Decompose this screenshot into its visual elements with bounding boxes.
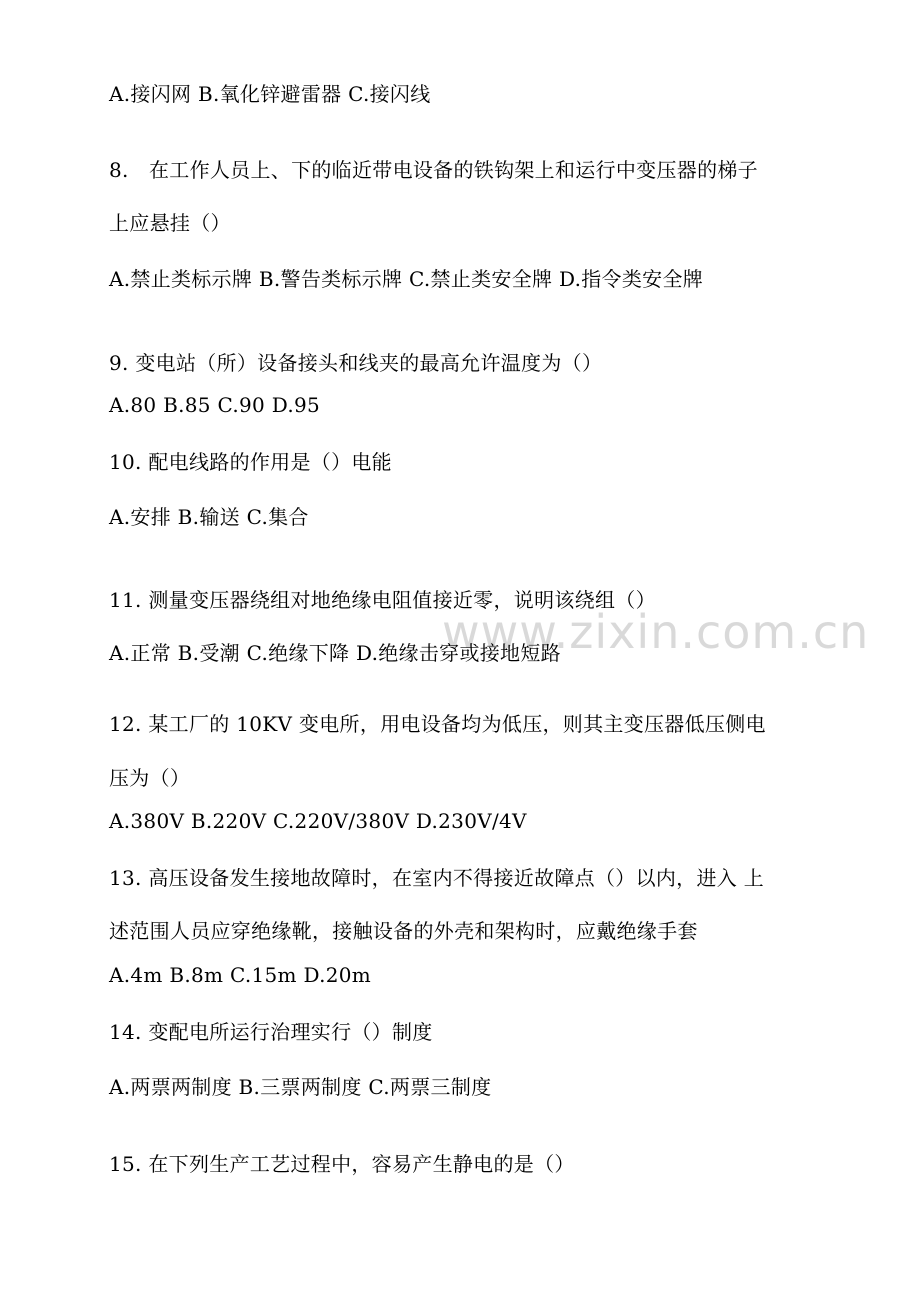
question-12-line-2: 压为（） — [109, 766, 191, 790]
answer-options-q12: A.380V B.220V C.220V/380V D.230V/4V — [109, 809, 527, 833]
question-13-line-1: 13. 高压设备发生接地故障时，在室内不得接近故障点（）以内，进入 上 — [109, 866, 765, 890]
answer-options-q9: A.80 B.85 C.90 D.95 — [109, 393, 321, 417]
answer-options-q14: A.两票两制度 B.三票两制度 C.两票三制度 — [109, 1075, 492, 1099]
answer-options-q11: A.正常 B.受潮 C.绝缘下降 D.绝缘击穿或接地短路 — [109, 641, 561, 665]
answer-options-q8: A.禁止类标示牌 B.警告类标示牌 C.禁止类安全牌 D.指令类安全牌 — [109, 267, 704, 291]
question-8-line-1: 8. 在工作人员上、下的临近带电设备的铁钩架上和运行中变压器的梯子 — [109, 158, 758, 182]
question-12-line-1: 12. 某工厂的 10KV 变电所，用电设备均为低压，则其主变压器低压侧电 — [109, 712, 766, 736]
question-15: 15. 在下列生产工艺过程中，容易产生静电的是（） — [109, 1152, 575, 1176]
question-10: 10. 配电线路的作用是（）电能 — [109, 450, 392, 474]
watermark: www.zixin.com.cn — [442, 605, 870, 659]
answer-options-q13: A.4m B.8m C.15m D.20m — [109, 963, 372, 987]
question-8-line-2: 上应悬挂（） — [109, 211, 231, 235]
question-9: 9. 变电站（所）设备接头和线夹的最高允许温度为（） — [109, 351, 603, 375]
answer-options-q7: A.接闪网 B.氧化锌避雷器 C.接闪线 — [109, 82, 431, 106]
question-11: 11. 测量变压器绕组对地绝缘电阻值接近零，说明该绕组（） — [109, 588, 656, 612]
answer-options-q10: A.安排 B.输送 C.集合 — [109, 505, 309, 529]
question-13-line-2: 述范围人员应穿绝缘靴，接触设备的外壳和架构时，应戴绝缘手套 — [109, 919, 698, 943]
question-14: 14. 变配电所运行治理实行（）制度 — [109, 1020, 433, 1044]
